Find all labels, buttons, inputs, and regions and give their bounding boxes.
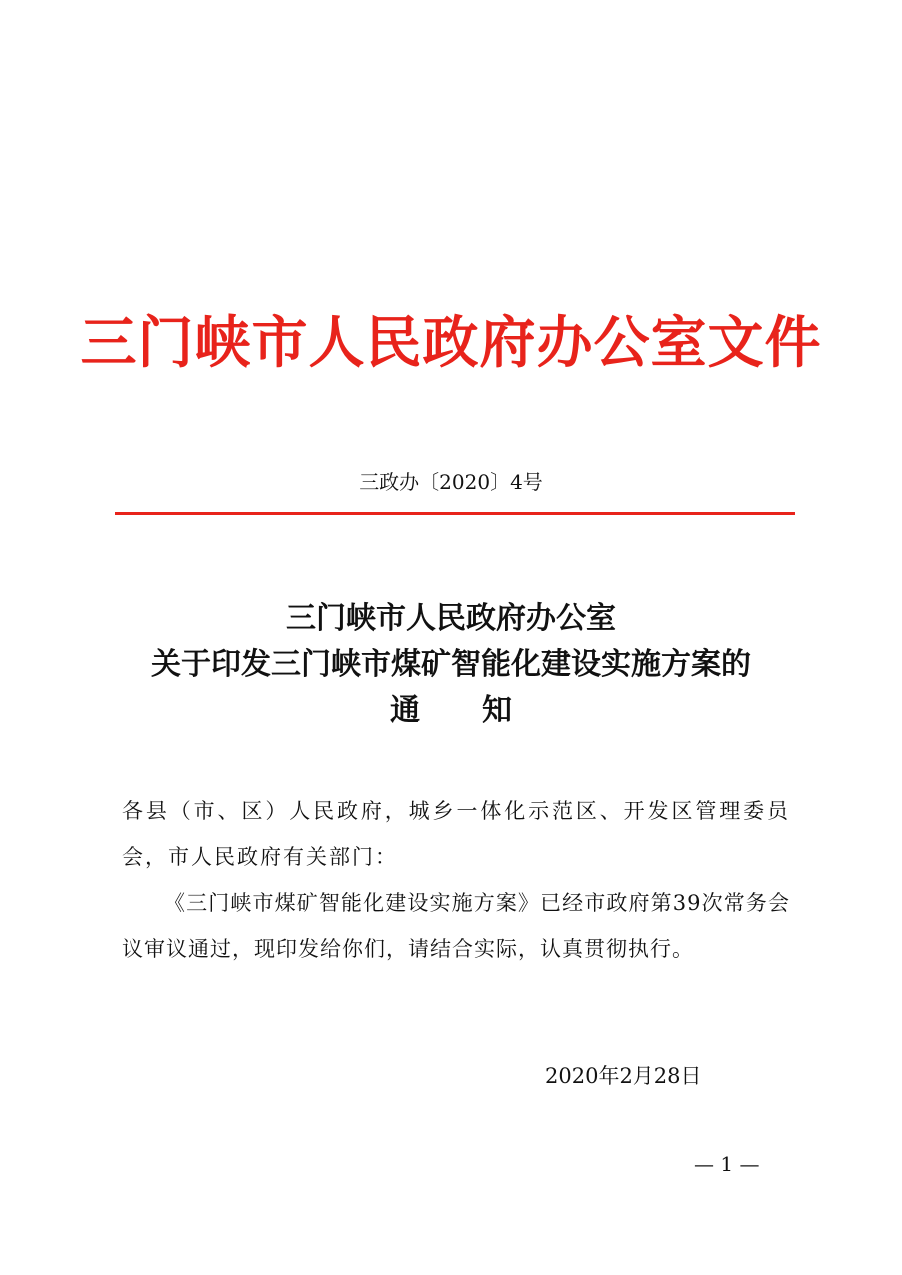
content-paragraph: 《三门峡市煤矿智能化建设实施方案》已经市政府第39次常务会议审议通过，现印发给你们，请结合实际，认真贯彻执行。 [122,891,790,961]
document-masthead: 三门峡市人民政府办公室文件 [80,310,822,376]
page-number: — 1 — [694,1152,760,1176]
recipients-paragraph: 各县（市、区）人民政府，城乡一体化示范区、开发区管理委员会，市人民政府有关部门： [122,799,790,869]
document-body [122,788,790,972]
document-title [0,596,902,734]
title-line-subject: 关于印发三门峡市煤矿智能化建设实施方案的 [151,647,751,682]
red-divider-line [115,512,795,515]
title-line-issuer: 三门峡市人民政府办公室 [286,601,616,636]
title-line-notice: 通知 [390,693,574,728]
issue-date: 2020年2月28日 [545,1064,702,1088]
document-number: 三政办〔2020〕4号 [359,470,543,494]
